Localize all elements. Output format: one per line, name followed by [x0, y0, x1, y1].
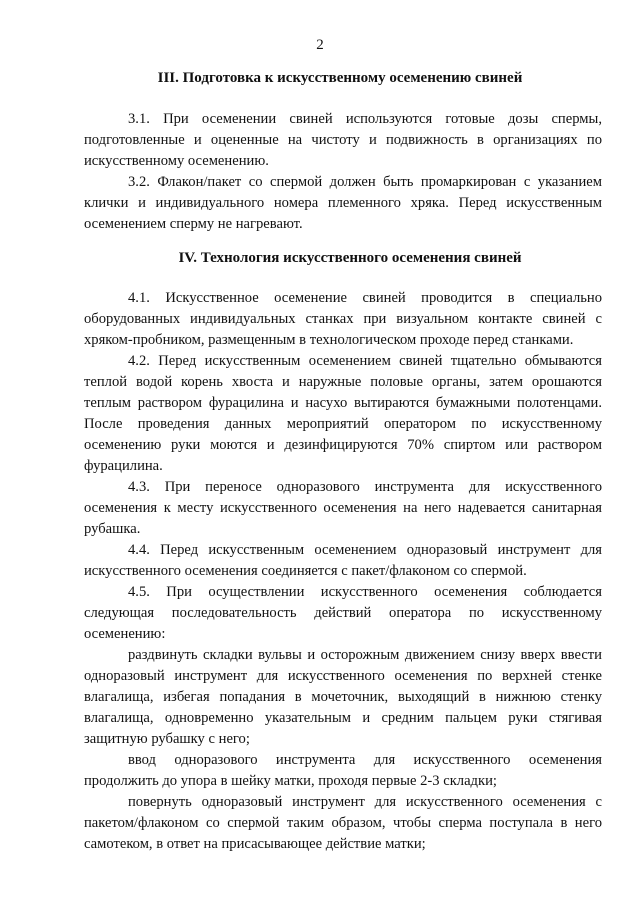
page-number: 2	[316, 37, 324, 53]
section-3-heading: III. Подготовка к искусственному осеменению свиней	[157, 70, 523, 86]
paragraph-4-1: 4.1. Искусственное осеменение свиней проводится в специально оборудованных индивидуальных станках при визуальном контакте свиней с хряком-пробником, размещенным в технологическом проходе перед станками.	[84, 290, 602, 348]
paragraph-4-2: 4.2. Перед искусственным осеменением свиней тщательно обмываются теплой водой корень хвоста и наружные половые органы, затем орошаются теплым раствором фурацилина и насухо вытираются бумажными полотенцами. После проведения данных мероприятий оператором по искусственному осеменению руки моются и дезинфицируются 70% спиртом или раствором фурацилина.	[84, 353, 602, 474]
section-4-body	[84, 288, 602, 855]
section-3-body	[84, 109, 602, 235]
section-4-heading: IV. Технология искусственного осеменения свиней	[178, 250, 522, 266]
paragraph-3-2: 3.2. Флакон/пакет со спермой должен быть промаркирован с указанием клички и индивидуального номера племенного хряка. Перед искусственным осеменением сперму не нагревают.	[84, 174, 602, 232]
paragraph-4-5: 4.5. При осуществлении искусственного осеменения соблюдается следующая последовательность действий оператора по искусственному осеменению:	[84, 584, 602, 642]
paragraph-3-1: 3.1. При осеменении свиней используются готовые дозы спермы, подготовленные и оцененные на чистоту и подвижность в организациях по искусственному осеменению.	[84, 111, 602, 169]
paragraph-4-3: 4.3. При переносе одноразового инструмента для искусственного осеменения к месту искусственного осеменения на него надевается санитарная рубашка.	[84, 479, 602, 537]
list-item-step-2: ввод одноразового инструмента для искусственного осеменения продолжить до упора в шейку матки, проходя первые 2-3 складки;	[84, 752, 602, 789]
paragraph-4-4: 4.4. Перед искусственным осеменением одноразовый инструмент для искусственного осеменения соединяется с пакет/флаконом со спермой.	[84, 542, 602, 579]
list-item-step-3: повернуть одноразовый инструмент для искусственного осеменения с пакетом/флаконом со спермой таким образом, чтобы сперма поступала в него самотеком, в ответ на присасывающее действие матки;	[84, 794, 602, 852]
list-item-step-1: раздвинуть складки вульвы и осторожным движением снизу вверх ввести одноразовый инструмент для искусственного осеменения по верхней стенке влагалища, избегая попадания в мочеточник, выходящий в нижнюю стенку влагалища, одновременно указательным и средним пальцем руки стягивая защитную рубашку с него;	[84, 647, 602, 747]
